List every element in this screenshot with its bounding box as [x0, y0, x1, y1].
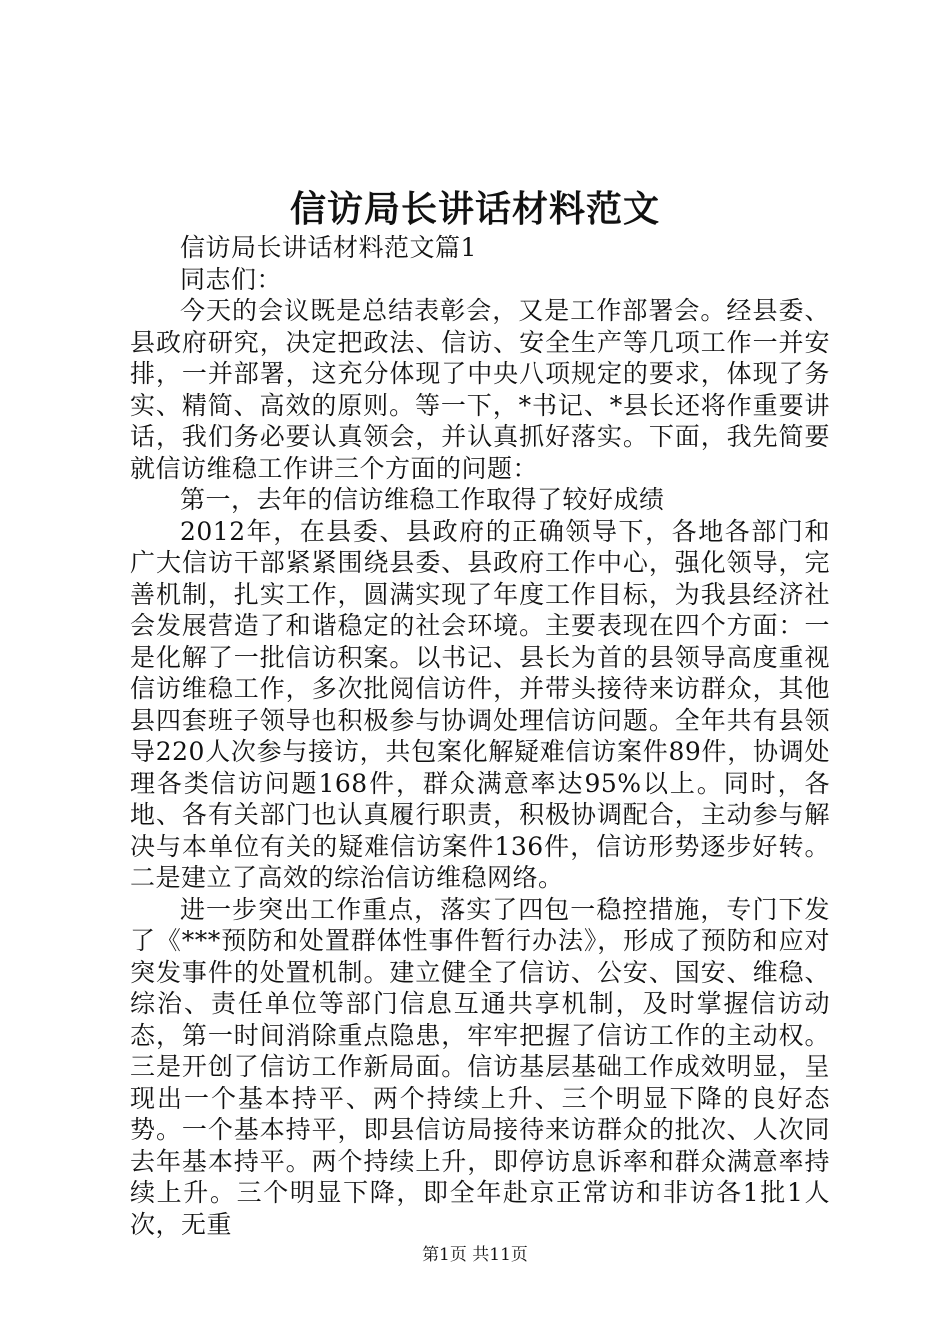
body-paragraph: 2012年，在县委、县政府的正确领导下，各地各部门和广大信访干部紧紧围绕县委、县政府工作中心，强化领导，完善机制，扎实工作，圆满实现了年度工作目标，为我县经济社会发展营造了和谐稳定的社会环境。主要表现在四个方面：一是化解了一批信访积案。以书记、县长为首的县领导高度重视信访维稳工作，多次批阅信访件，并带头接待来访群众，其他县四套班子领导也积极参与协调处理信访问题。全年共有县领导220人次参与接访，共包案化解疑难信访案件89件，协调处理各类信访问题168件，群众满意率达95%以上。同时，各地、各有关部门也认真履行职责，积极协调配合，主动参与解决与本单位有关的疑难信访案件136件，信访形势逐步好转。二是建立了高效的综治信访维稳网络。	[130, 516, 830, 892]
document-body	[130, 232, 830, 1240]
document-title: 信访局长讲话材料范文	[289, 188, 660, 230]
body-paragraph: 进一步突出工作重点，落实了四包一稳控措施，专门下发了《***预防和处置群体性事件暂行办法》，形成了预防和应对突发事件的处置机制。建立健全了信访、公安、国安、维稳、综治、责任单位等部门信息互通共享机制，及时掌握信访动态，第一时间消除重点隐患，牢牢把握了信访工作的主动权。三是开创了信访工作新局面。信访基层基础工作成效明显，呈现出一个基本持平、两个持续上升、三个明显下降的良好态势。一个基本持平，即县信访局接待来访群众的批次、人次同去年基本持平。两个持续上升，即停访息诉率和群众满意率持续上升。三个明显下降，即全年赴京正常访和非访各1批1人次，无重	[130, 894, 830, 1239]
page-footer: 第1页 共11页	[422, 1245, 528, 1265]
salutation: 同志们：	[180, 264, 283, 294]
body-paragraph: 今天的会议既是总结表彰会，又是工作部署会。经县委、县政府研究，决定把政法、信访、安全生产等几项工作一并安排，一并部署，这充分体现了中央八项规定的要求，体现了务实、精简、高效的原则。等一下，*书记、*县长还将作重要讲话，我们务必要认真领会，并认真抓好落实。下面，我先简要就信访维稳工作讲三个方面的问题：	[130, 296, 830, 483]
subheading: 第一，去年的信访维稳工作取得了较好成绩	[180, 485, 665, 514]
section-heading: 信访局长讲话材料范文篇1	[180, 233, 477, 262]
